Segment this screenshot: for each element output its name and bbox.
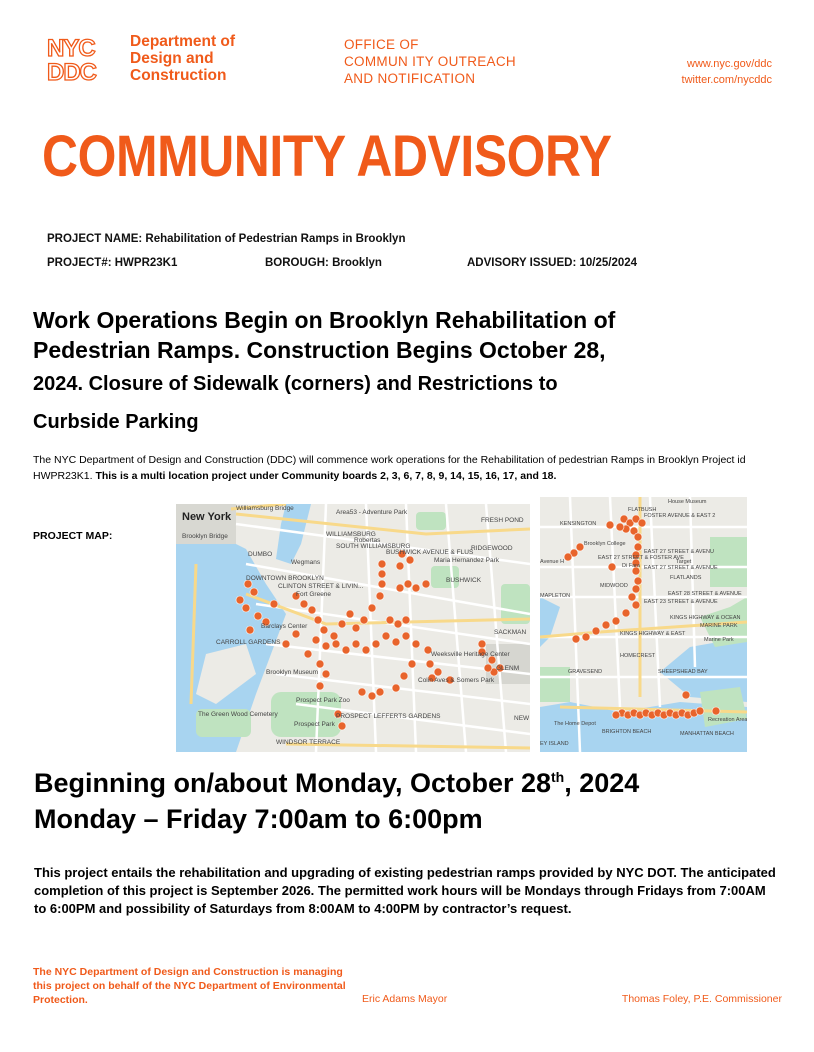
map-label: House Museum xyxy=(668,499,707,505)
map-label: PROSPECT LEFFERTS GARDENS xyxy=(336,713,441,720)
map-label: SOUTH WILLIAMSBURG xyxy=(336,543,411,550)
department-line-3: Construction xyxy=(130,67,227,84)
nyc-ddc-logo xyxy=(47,34,121,82)
mayor-signature: Eric Adams Mayor xyxy=(362,993,448,1005)
map-label: SHEEPSHEAD BAY xyxy=(658,669,708,675)
map-label: Brooklyn Bridge xyxy=(182,533,228,540)
map-label: Weeksville Heritage Center xyxy=(431,651,510,658)
map-label: Wegmans xyxy=(291,559,321,566)
map-label: EAST 23 STREET & AVENUE xyxy=(644,599,718,605)
map-label: CLINTON STREET & LIVIN... xyxy=(278,583,364,590)
department-line-2: Design and xyxy=(130,50,214,67)
map-label: BUSHWICK AVENUE & FLUS xyxy=(386,549,474,556)
advisory-issued-row xyxy=(467,257,637,269)
map-label: RIDGEWOOD xyxy=(471,545,513,552)
project-number-row xyxy=(47,257,177,269)
map-label: The Home Depot xyxy=(554,721,596,727)
project-map-south xyxy=(540,497,747,752)
headline xyxy=(33,305,793,437)
office-line-2: COMMUN ITY OUTREACH xyxy=(344,54,516,69)
map-label: Maria Hernandez Park xyxy=(434,557,500,564)
map-label: NEW xyxy=(514,715,530,722)
schedule-start-date xyxy=(34,765,639,801)
schedule-hours: Monday – Friday 7:00am to 6:00pm xyxy=(34,804,483,834)
project-number-label: PROJECT#: xyxy=(47,257,112,269)
twitter-link[interactable]: twitter.com/nycddc xyxy=(681,74,772,86)
office-line-3: AND NOTIFICATION xyxy=(344,71,476,86)
map-label: SACKMAN xyxy=(494,629,527,636)
project-number-value: HWPR23K1 xyxy=(114,257,178,269)
map-label: Brooklyn College xyxy=(584,541,626,547)
schedule-year: , 2024 xyxy=(564,768,640,798)
map-label: FRESH POND xyxy=(481,517,524,524)
project-description: This project entails the rehabilitation and upgrading of existing pedestrian ramps provided by NYC DOT. The anticipated completion of this project is September 2026. The permitted work hours will be Mondays through Fridays from 7:00AM to 6:00PM and possibility of Saturdays from 8:00AM to 4:00PM by contractor’s request. xyxy=(34,865,776,916)
logo-nyc-text: NYC xyxy=(47,35,95,62)
borough-label: BOROUGH: xyxy=(265,257,329,269)
map-label: Marine Park xyxy=(704,637,734,643)
page-title: COMMUNITY ADVISORY xyxy=(42,124,612,189)
map-label: EY ISLAND xyxy=(540,741,569,747)
map-label: MAPLETON xyxy=(540,593,571,599)
project-name-label: PROJECT NAME: xyxy=(47,233,143,245)
commissioner-signature: Thomas Foley, P.E. Commissioner xyxy=(621,993,782,1005)
map-label: Brooklyn Museum xyxy=(266,669,319,676)
office-line-1: OFFICE OF xyxy=(344,37,419,52)
map-label: EAST 28 STREET & AVENUE xyxy=(668,591,742,597)
map-label: DUMBO xyxy=(248,551,273,558)
map-label: FOSTER AVENUE & EAST 2 xyxy=(644,513,716,519)
intro-bold-text: This is a multi location project under Community boards 2, 3, 6, 7, 8, 9, 14, 15, 16, 17, and 18. xyxy=(95,470,557,482)
map-label: GLENM xyxy=(496,665,520,672)
advisory-issued-label: ADVISORY ISSUED: xyxy=(467,257,577,269)
schedule-start-date-text: Beginning on/about Monday, October 28 xyxy=(34,768,552,798)
map-label: FLATLANDS xyxy=(670,575,702,581)
intro-paragraph xyxy=(33,452,773,484)
project-name-row xyxy=(47,233,405,245)
map-label: EAST 27 STREET & FOSTER AVE xyxy=(598,555,684,561)
borough-row xyxy=(265,257,382,269)
map-label: MARINE PARK xyxy=(700,623,738,629)
map-label: The Green Wood Cemetery xyxy=(198,711,278,718)
map-label: KINGS HIGHWAY & EAST xyxy=(620,631,686,637)
map-label: WILLIAMSBURG xyxy=(326,531,376,538)
map-label: Barclays Center xyxy=(261,623,308,630)
advisory-issued-value: 10/25/2024 xyxy=(579,257,638,269)
project-map-label: PROJECT MAP: xyxy=(33,530,113,542)
map-label: Colin Aves & Somers Park xyxy=(418,677,495,684)
website-link[interactable]: www.nyc.gov/ddc xyxy=(687,58,772,70)
map-label: DOWNTOWN BROOKLYN xyxy=(246,575,324,582)
footer-note: The NYC Department of Design and Construction is managing this project on behalf of the NYC Department of Environmental Protection. xyxy=(33,966,346,1006)
map-label: Target xyxy=(676,559,692,565)
department-line-1: Department of xyxy=(130,33,236,50)
map-label: Robertas xyxy=(354,537,381,544)
map-label: MIDWOOD xyxy=(600,583,628,589)
map-label: Di Fara xyxy=(622,563,641,569)
map-label: CARROLL GARDENS xyxy=(216,639,281,646)
intro-text: The NYC Department of Design and Construction (DDC) will commence work operations for the Rehabilitation of pedestrian Ramps in Brooklyn Project id HWPR23K1. xyxy=(33,454,746,482)
map-label: New York xyxy=(182,511,232,523)
map-label: Area53 - Adventure Park xyxy=(336,509,408,516)
map-label: EAST 27 STREET & AVENUE xyxy=(644,565,718,571)
map-label: BUSHWICK xyxy=(446,577,482,584)
schedule xyxy=(34,765,639,837)
header-links xyxy=(682,56,772,88)
map-label: Williamsburg Bridge xyxy=(236,505,294,512)
map-label: Recreation Area xyxy=(708,717,747,723)
headline-line-3: 2024. Closure of Sidewalk (corners) and Restrictions to xyxy=(33,373,558,395)
map-label: HOMECREST xyxy=(620,653,656,659)
map-label: Prospect Park Zoo xyxy=(296,697,350,704)
borough-value: Brooklyn xyxy=(332,257,382,269)
project-name-value: Rehabilitation of Pedestrian Ramps in Brooklyn xyxy=(145,233,406,245)
map-label: KENSINGTON xyxy=(560,521,597,527)
map-label: Avenue H xyxy=(540,559,565,565)
map-label: Prospect Park xyxy=(294,721,335,728)
map-label: Fort Greene xyxy=(296,591,332,598)
department-name xyxy=(130,33,235,84)
headline-line-4: Curbside Parking xyxy=(33,411,199,433)
headline-line-1: Work Operations Begin on Brooklyn Rehabilitation of xyxy=(33,307,616,333)
office-name xyxy=(344,36,516,87)
map-label: WINDSOR TERRACE xyxy=(276,739,341,746)
map-label: FLATBUSH xyxy=(628,507,657,513)
project-map-north xyxy=(176,504,530,752)
map-label: GRAVESEND xyxy=(568,669,603,675)
headline-line-2: Pedestrian Ramps. Construction Begins October 28, xyxy=(33,337,606,363)
map-label: BRIGHTON BEACH xyxy=(602,729,652,735)
logo-ddc-text: DDC xyxy=(47,59,96,82)
map-label: MANHATTAN BEACH xyxy=(680,731,734,737)
map-label: KINGS HIGHWAY & OCEAN xyxy=(670,615,741,621)
schedule-ordinal: th xyxy=(551,769,565,785)
map-label: EAST 27 STREET & AVENU xyxy=(644,549,714,555)
